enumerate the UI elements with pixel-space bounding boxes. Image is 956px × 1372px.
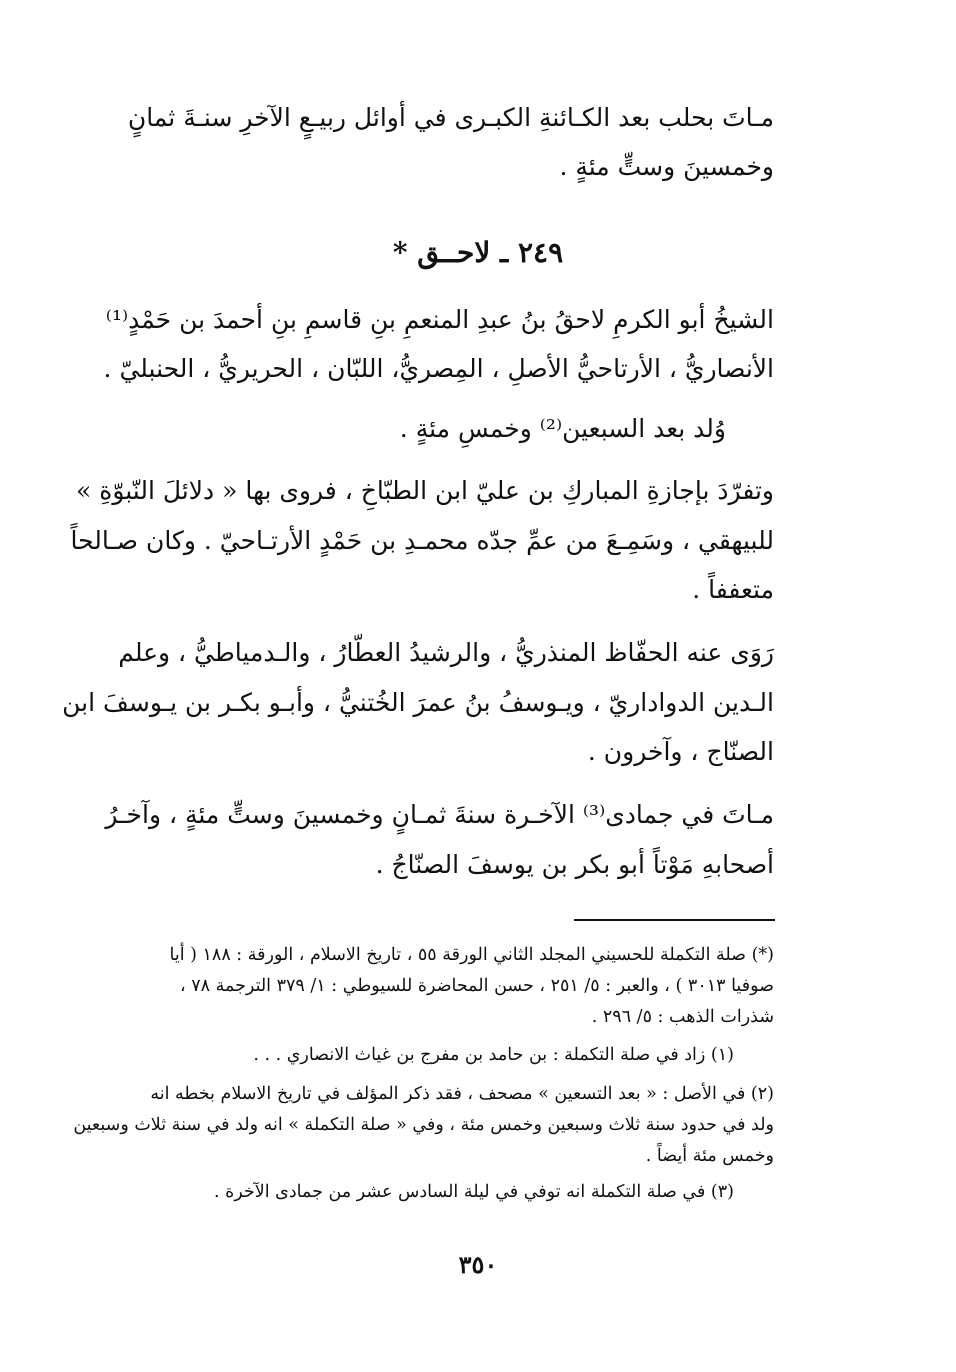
intro-line-2: وخمسينَ وستٍّ مئةٍ . [559,152,774,181]
paragraph-3-line-1: وتفرّدَ بإجازةِ المباركِ بن عليّ ابن الطبّاخِ ، فروى بها « دلائلَ النّبوّةِ » [76,476,774,505]
footnote-sources-line-2: صوفيا ٣٠١٣ ) ، والعبر : ٥/ ٢٥١ ، حسن المحاضرة للسيوطي : ١/ ٣٧٩ الترجمة ٧٨ ، [180,976,774,996]
footnote-3: (٣) في صلة التكملة انه توفي في ليلة السادس عشر من جمادى الآخرة . [213,1182,734,1202]
footnote-2-line-3: وخمس مئة أيضاً . [645,1146,774,1166]
footnote-1: (١) زاد في صلة التكملة : بن حامد بن مفرج بن غياث الانصاري . . . [253,1045,734,1065]
paragraph-5-line-2: أصحابهِ مَوْتاً أبو بكر بن يوسفَ الصنّاجُ . [375,850,774,879]
footnote-sources-line-1: (*) صلة التكملة للحسيني المجلد الثاني الورقة ٥٥ ، تاريخ الاسلام ، الورقة : ١٨٨ ( أيا [169,945,774,965]
paragraph-3-line-2: للبيهقي ، وسَمِـعَ من عمِّ جدّه محمـدِ بن حَمْدٍ الأرتـاحيّ . وكان صـالحاً [70,526,774,555]
paragraph-2-line-1: وُلد بعد السبعين⁽²⁾ وخمسِ مئةٍ . [399,414,726,443]
paragraph-1-line-2: الأنصاريُّ ، الأرتاحيُّ الأصلِ ، المِصريُّ، اللبّان ، الحريريُّ ، الحنبليّ . [103,354,774,383]
footnote-divider [574,919,775,921]
footnote-2-line-2: ولد في حدود سنة ثلاث وسبعين وخمس مئة ، وفي « صلة التكملة » انه ولد في سنة ثلاث وسبعين [73,1115,774,1135]
paragraph-3-line-3: متعففاً . [692,575,774,604]
intro-line-1: مـاتَ بحلب بعد الكـائنةِ الكبـرى في أوائل ربيـعٍ الآخرِ سنـةَ ثمانٍ [127,103,774,132]
paragraph-1-line-1: الشيخُ أبو الكرمِ لاحقُ بنُ عبدِ المنعمِ بنِ قاسمِ بنِ أحمدَ بن حَمْدٍ⁽¹⁾ [105,305,774,334]
paragraph-4-line-2: الـدين الدواداريّ ، ويـوسفُ بنُ عمرَ الخُتنيُّ ، وأبـو بكـر بن يـوسفَ ابن [62,688,774,717]
page-number: ٣٥٠ [458,1250,498,1279]
footnote-sources-line-3: شذرات الذهب : ٥/ ٢٩٦ . [591,1007,774,1027]
paragraph-4-line-3: الصنّاج ، وآخرون . [587,737,774,766]
footnote-2-line-1: (٢) في الأصل : « بعد التسعين » مصحف ، فقد ذكر المؤلف في تاريخ الاسلام بخطه انه [150,1084,774,1104]
paragraph-5-line-1: مـاتَ في جمادى⁽³⁾ الآخـرة سنةَ ثمـانٍ وخمسينَ وستٍّ مئةٍ ، وآخـرُ [105,800,774,829]
paragraph-4-line-1: رَوَى عنه الحفّاظ المنذريُّ ، والرشيدُ العطّارُ ، والـدمياطيُّ ، وعلم [118,638,774,667]
entry-heading: ٢٤٩ ـ لاحــق * [392,236,564,269]
